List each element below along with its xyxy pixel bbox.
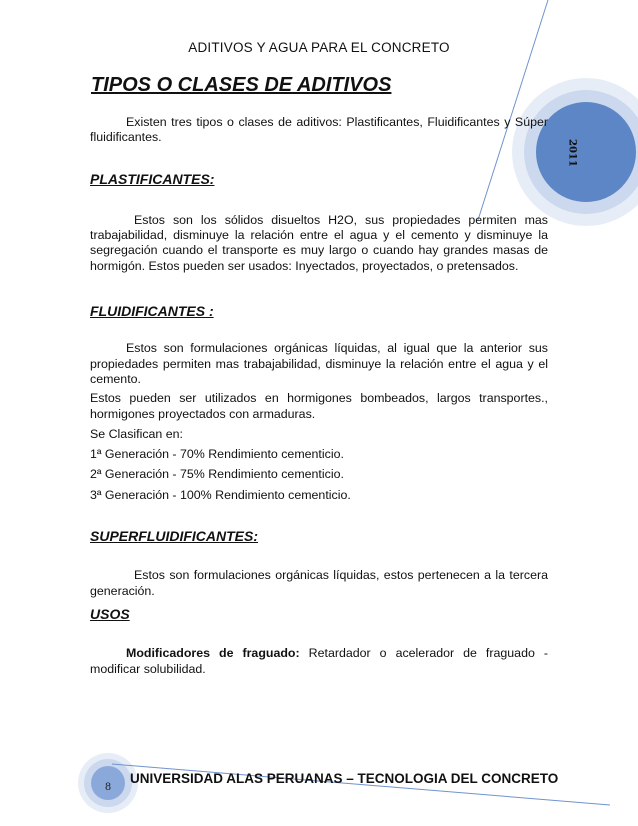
superfluidificantes-body: Estos son formulaciones orgánicas líquidas, estos pertenecen a la tercera generación. xyxy=(90,568,548,598)
fluidificantes-classify: Se Clasifican en: xyxy=(90,426,183,441)
heading-fluidificantes: FLUIDIFICANTES : xyxy=(90,303,214,320)
plastificantes-body: Estos son los sólidos disueltos H2O, sus propiedades permiten mas trabajabilidad, disminuye la relación entre el agua y el cemento y disminuye la segregación cuando el transporte es muy largo o cuando hay grandes masas de hormigón. Estos pueden ser usados: Inyectados, proyectados, o pretensados. xyxy=(90,212,548,273)
usos-lead: Modificadores de fraguado: xyxy=(126,646,300,661)
generation-item-2: 2ª Generación - 75% Rendimiento cementicio. xyxy=(90,467,344,482)
page-number: 8 xyxy=(104,782,112,793)
year-label: 2011 xyxy=(566,139,578,167)
heading-plastificantes: PLASTIFICANTES: xyxy=(90,170,215,187)
running-header: ADITIVOS Y AGUA PARA EL CONCRETO xyxy=(188,40,450,55)
page-title: TIPOS O CLASES DE ADITIVOS xyxy=(91,74,392,96)
document-body xyxy=(90,115,548,677)
usos-text: Retardador o acelerador de fraguado - modificar solubilidad. xyxy=(90,646,548,676)
generation-item-1: 1ª Generación - 70% Rendimiento cementicio. xyxy=(90,447,344,462)
fluidificantes-body: Estos son formulaciones orgánicas líquidas, al igual que la anterior sus propiedades permiten mas trabajabilidad, disminuye la relación entre el agua y el cemento. xyxy=(90,341,548,386)
heading-superfluidificantes: SUPERFLUIDIFICANTES: xyxy=(90,528,258,545)
heading-usos: USOS xyxy=(90,605,130,622)
usos-body xyxy=(90,646,548,677)
corner-circle-inner xyxy=(536,102,636,202)
fluidificantes-uses: Estos pueden ser utilizados en hormigones bombeados, largos transportes., hormigones proyectados con armaduras. xyxy=(90,391,548,421)
intro-paragraph: Existen tres tipos o clases de aditivos: Plastificantes, Fluidificantes y Súper fluidificantes. xyxy=(90,115,548,145)
generation-item-3: 3ª Generación - 100% Rendimiento cementicio. xyxy=(90,487,351,502)
footer-institution: UNIVERSIDAD ALAS PERUANAS – TECNOLOGIA DEL CONCRETO xyxy=(130,771,559,786)
